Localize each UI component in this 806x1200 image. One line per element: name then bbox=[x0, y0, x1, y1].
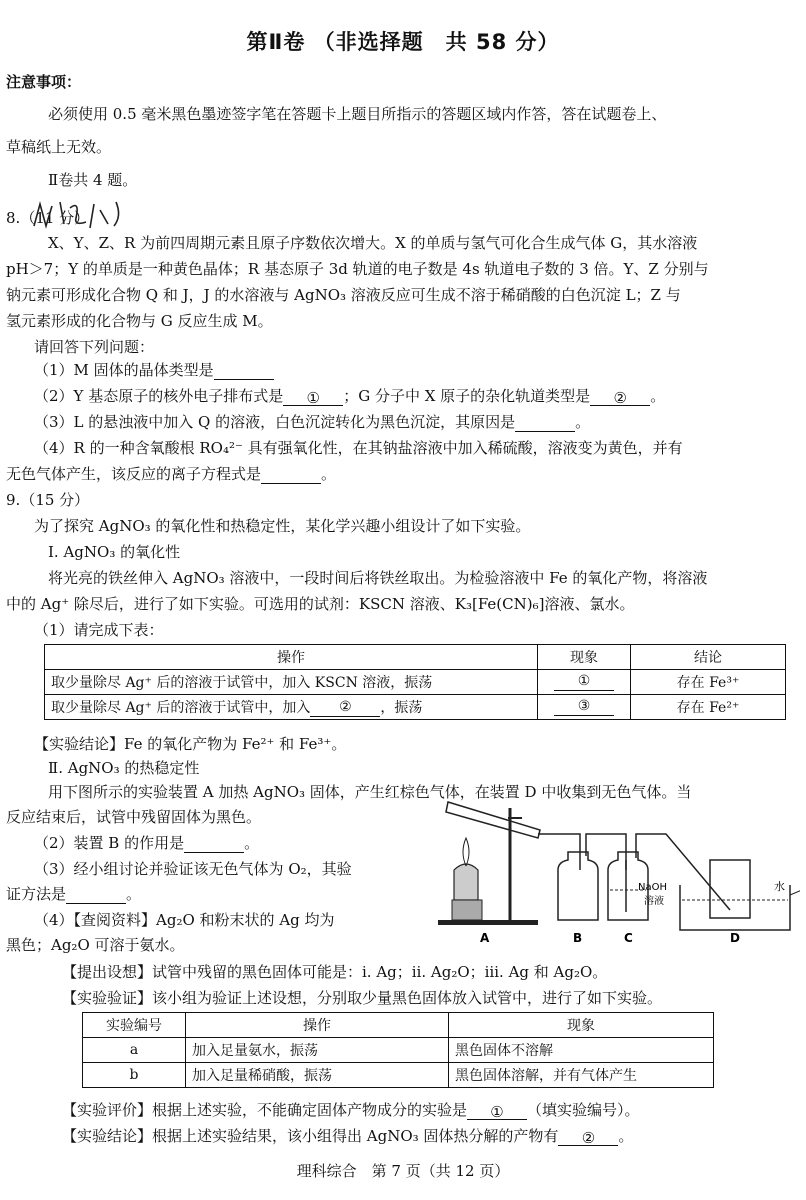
q8-score: （11 分） bbox=[20, 209, 90, 227]
q9-number: 9. bbox=[6, 491, 21, 509]
q9-part-ii-heading: Ⅱ. AgNO₃ 的热稳定性 bbox=[48, 759, 200, 777]
label-b: B bbox=[573, 931, 583, 945]
q9-part-3a: （3）经小组讨论并验证该无色气体为 O₂，其验 bbox=[34, 860, 352, 878]
answer-blank-2[interactable]: ② bbox=[558, 1128, 618, 1146]
table-header: 操作 bbox=[45, 645, 538, 670]
table-header: 现象 bbox=[449, 1013, 714, 1038]
q9-conclusion-1: 【实验结论】Fe 的氧化产物为 Fe²⁺ 和 Fe³⁺。 bbox=[34, 735, 347, 753]
answer-blank-2[interactable]: ② bbox=[310, 699, 380, 717]
q8-intro-3: 钠元素可形成化合物 Q 和 J，J 的水溶液与 AgNO₃ 溶液反应可生成不溶于稀硝酸的白色沉淀 L；Z 与 bbox=[6, 286, 681, 304]
answer-blank[interactable] bbox=[66, 886, 126, 904]
handwriting-scribble bbox=[30, 196, 150, 236]
table-header: 操作 bbox=[186, 1013, 449, 1038]
table-oxidation bbox=[44, 644, 786, 720]
label-naoh: NaOH bbox=[638, 882, 667, 893]
q9-intro: 为了探究 AgNO₃ 的氧化性和热稳定性，某化学兴趣小组设计了如下实验。 bbox=[34, 517, 531, 535]
q8-intro-1: X、Y、Z、R 为前四周期元素且原子序数依次增大。X 的单质与氢气可化合生成气体 G，其水溶液 bbox=[48, 234, 698, 252]
answer-blank[interactable] bbox=[261, 466, 321, 484]
notice-line-3: Ⅱ卷共 4 题。 bbox=[48, 171, 138, 189]
table-header: 结论 bbox=[631, 645, 786, 670]
label-a: A bbox=[480, 931, 490, 945]
label-solution: 溶液 bbox=[644, 896, 664, 907]
answer-blank-1[interactable]: ① bbox=[554, 673, 614, 691]
answer-blank[interactable] bbox=[214, 362, 274, 380]
q8-prompt: 请回答下列问题： bbox=[34, 338, 155, 356]
table-verification bbox=[82, 1012, 714, 1088]
answer-blank-2[interactable]: ② bbox=[590, 388, 650, 406]
apparatus-diagram bbox=[430, 790, 800, 945]
q9-header bbox=[6, 490, 89, 510]
q9-part-ii-line-1: 用下图所示的实验装置 A 加热 AgNO₃ 固体，产生红棕色气体，在装置 D 中收集到无色气体。当 bbox=[48, 783, 692, 801]
answer-blank[interactable] bbox=[184, 835, 244, 853]
table-header: 实验编号 bbox=[83, 1013, 186, 1038]
q9-verify: 【实验验证】该小组为验证上述设想，分别取少量黑色固体放入试管中，进行了如下实验。 bbox=[62, 989, 663, 1007]
q8-intro-4: 氢元素形成的化合物与 G 反应生成 M。 bbox=[6, 312, 273, 330]
q9-hypothesis: 【提出设想】试管中残留的黑色固体可能是：ⅰ. Ag；ⅱ. Ag₂O；ⅲ. Ag 和 Ag₂O。 bbox=[62, 963, 608, 981]
q8-intro-2: pH＞7；Y 的单质是一种黄色晶体；R 基态原子 3d 轨道的电子数是 4s 轨道电子数的 3 倍。Y、Z 分别与 bbox=[6, 260, 709, 278]
page-title: 第Ⅱ卷 （非选择题 共 58 分） bbox=[246, 30, 560, 54]
q8-part-2: （2）Y 基态原子的核外电子排布式是 ① ；G 分子中 X 原子的杂化轨道类型是 ② 。 bbox=[34, 387, 666, 407]
q8-part-1: （1）M 固体的晶体类型是 bbox=[34, 360, 274, 380]
q9-table1-intro: （1）请完成下表： bbox=[34, 621, 164, 639]
q9-part-i-line-1: 将光亮的铁丝伸入 AgNO₃ 溶液中，一段时间后将铁丝取出。为检验溶液中 Fe 的氧化产物，将溶液 bbox=[48, 569, 708, 587]
q8-number: 8. bbox=[6, 209, 21, 227]
q9-conclusion-2: 【实验结论】根据上述实验结果，该小组得出 AgNO₃ 固体热分解的产物有 ② 。 bbox=[62, 1127, 634, 1147]
q8-part-4b: 无色气体产生，该反应的离子方程式是 。 bbox=[6, 465, 337, 483]
q9-evaluation: 【实验评价】根据上述实验，不能确定固体产物成分的实验是 ① （填实验编号）。 bbox=[62, 1101, 640, 1121]
notice-line-1: 必须使用 0.5 毫米黑色墨迹签字笔在答题卡上题目所指示的答题区域内作答，答在试题卷上、 bbox=[48, 105, 667, 123]
q9-part-4a: （4）【查阅资料】Ag₂O 和粉末状的 Ag 均为 bbox=[34, 911, 335, 929]
label-water: 水 bbox=[774, 880, 785, 893]
q9-part-i-heading: Ⅰ. AgNO₃ 的氧化性 bbox=[48, 543, 181, 561]
q9-part-i-line-2: 中的 Ag⁺ 除尽后，进行了如下实验。可选用的试剂：KSCN 溶液、K₃[Fe(CN)₆]溶液、氯水。 bbox=[6, 595, 635, 613]
q9-part-3b: 证方法是 。 bbox=[6, 885, 142, 903]
answer-blank-1[interactable]: ① bbox=[467, 1102, 527, 1120]
q9-part-4b: 黑色；Ag₂O 可溶于氨水。 bbox=[6, 936, 185, 954]
q9-part-2: （2）装置 B 的作用是 。 bbox=[34, 834, 260, 852]
answer-blank[interactable] bbox=[515, 414, 575, 432]
q9-part-ii-line-2: 反应结束后，试管中残留固体为黑色。 bbox=[6, 808, 262, 826]
answer-blank-3[interactable]: ③ bbox=[554, 698, 614, 716]
label-c: C bbox=[624, 931, 633, 945]
q8-part-4a: （4）R 的一种含氧酸根 RO₄²⁻ 具有强氧化性，在其钠盐溶液中加入稀硫酸，溶液变为黄色，并有 bbox=[34, 439, 683, 457]
table-row: 取少量除尽 Ag⁺ 后的溶液于试管中，加入 ② ，振荡 ③ 存在 Fe²⁺ bbox=[45, 695, 786, 720]
table-row: b 加入足量稀硝酸，振荡 黑色固体溶解，并有气体产生 bbox=[83, 1063, 714, 1088]
table-header: 现象 bbox=[538, 645, 631, 670]
table-row: a 加入足量氨水，振荡 黑色固体不溶解 bbox=[83, 1038, 714, 1063]
notice-heading: 注意事项： bbox=[6, 73, 82, 91]
notice-line-2: 草稿纸上无效。 bbox=[6, 138, 112, 156]
q9-score: （15 分） bbox=[20, 491, 90, 509]
table-row: 取少量除尽 Ag⁺ 后的溶液于试管中，加入 KSCN 溶液，振荡 ① 存在 Fe³⁺ bbox=[45, 670, 786, 695]
label-d: D bbox=[730, 931, 740, 945]
q8-part-3: （3）L 的悬浊液中加入 Q 的溶液，白色沉淀转化为黑色沉淀，其原因是 。 bbox=[34, 413, 591, 431]
page-footer: 理科综合 第 7 页（共 12 页） bbox=[296, 1162, 510, 1180]
answer-blank-1[interactable]: ① bbox=[283, 388, 343, 406]
